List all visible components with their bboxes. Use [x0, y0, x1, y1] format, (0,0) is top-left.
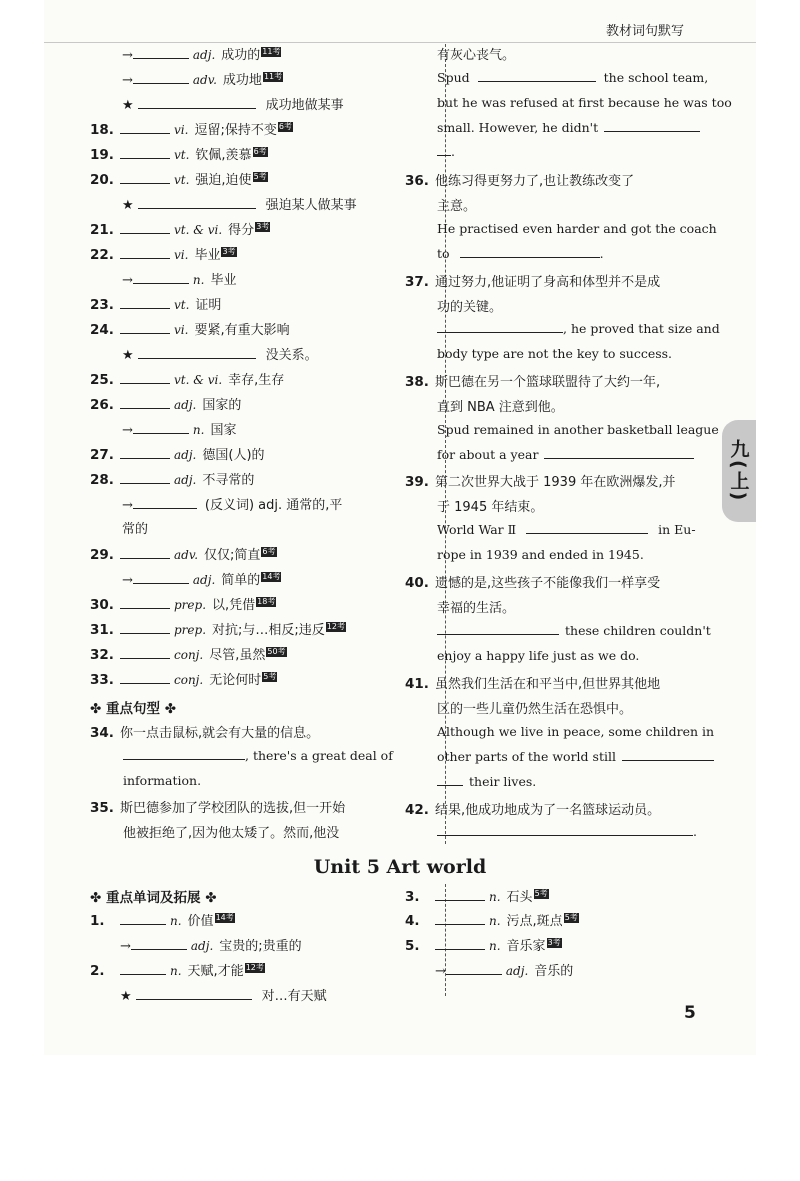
- answer-blank[interactable]: [133, 422, 189, 434]
- vocab-row: → n. 国家: [122, 423, 237, 438]
- answer-blank[interactable]: [604, 120, 700, 132]
- sentence-answer: these children couldn't: [437, 623, 711, 639]
- exam-count-badge: 5考: [534, 888, 548, 898]
- sentence-answer: World War Ⅱ in Eu-: [437, 522, 696, 537]
- answer-blank[interactable]: [120, 397, 170, 409]
- workbook-page: [44, 0, 756, 1055]
- section-heading-vocab: ✤ 重点单词及拓展 ✤: [90, 890, 217, 906]
- vocab-row: 4. n. 污点,斑点 5考: [405, 912, 578, 929]
- answer-blank[interactable]: [138, 97, 256, 109]
- vocab-row: 26. adj. 国家的: [90, 397, 242, 413]
- exam-count-badge: 14考: [215, 912, 234, 922]
- vocab-row: 19. vt. 钦佩,羡慕 6考: [90, 146, 267, 163]
- answer-blank[interactable]: [133, 272, 189, 284]
- vocab-row: → n. 毕业: [122, 273, 237, 288]
- answer-blank[interactable]: [446, 963, 502, 975]
- answer-blank[interactable]: [138, 347, 256, 359]
- answer-blank[interactable]: [120, 222, 170, 234]
- sentence-item: 34. 你一点击鼠标,就会有大量的信息。: [90, 725, 320, 741]
- wrapped-text: 他被拒绝了,因为他太矮了。然而,他没: [123, 826, 340, 841]
- sentence-answer: Spud remained in another basketball league: [437, 422, 719, 437]
- answer-blank[interactable]: [435, 938, 485, 950]
- answer-blank[interactable]: [120, 963, 166, 975]
- phrase-row: ★ 成功地做某事: [122, 98, 344, 113]
- vocab-row: 20. vt. 强迫,迫使 5考: [90, 171, 267, 188]
- vocab-row: 22. vi. 毕业 3考: [90, 246, 236, 263]
- exam-count-badge: 6考: [253, 146, 267, 156]
- sentence-answer: rope in 1939 and ended in 1945.: [437, 547, 644, 562]
- sentence-item: 36. 他练习得更努力了,也让教练改变了: [405, 173, 635, 189]
- vocab-row: 25. vt. & vi. 幸存,生存: [90, 372, 285, 388]
- exam-count-badge: 6考: [262, 546, 276, 556]
- vocab-row: → (反义词) adj. 通常的,平: [122, 498, 343, 513]
- sentence-answer: body type are not the key to success.: [437, 346, 673, 361]
- sentence-answer: small. However, he didn't: [437, 120, 700, 136]
- vocab-row: → adj. 简单的 14考: [122, 571, 281, 588]
- section-heading-sentences: ✤ 重点句型 ✤: [90, 701, 177, 717]
- answer-blank[interactable]: [120, 472, 170, 484]
- answer-blank[interactable]: [120, 122, 170, 134]
- vocab-row: 18. vi. 逗留;保持不变 6考: [90, 121, 292, 138]
- answer-blank[interactable]: [120, 647, 170, 659]
- answer-blank[interactable]: [133, 572, 189, 584]
- exam-count-badge: 12考: [245, 962, 264, 972]
- vocab-row: 32. conj. 尽管,虽然 50考: [90, 646, 286, 663]
- vocab-row: → adv. 成功地 11考: [122, 71, 283, 88]
- sentence-answer: .: [437, 824, 697, 840]
- answer-blank[interactable]: [120, 147, 170, 159]
- sentence-answer: , he proved that size and: [437, 321, 720, 337]
- exam-count-badge: 12考: [326, 621, 345, 631]
- answer-blank[interactable]: [435, 913, 485, 925]
- answer-blank[interactable]: [131, 938, 187, 950]
- sentence-answer: to .: [437, 246, 604, 261]
- exam-count-badge: 18考: [257, 596, 276, 606]
- answer-blank[interactable]: [120, 447, 170, 459]
- exam-count-badge: 14考: [262, 571, 281, 581]
- answer-blank[interactable]: [123, 748, 245, 760]
- wrapped-text: 于 1945 年结束。: [437, 500, 544, 515]
- vocab-row: 23. vt. 证明: [90, 297, 222, 313]
- page-header: 教材词句默写: [605, 24, 684, 39]
- answer-blank[interactable]: [526, 522, 648, 534]
- unit-title: Unit 5 Art world: [313, 856, 487, 878]
- answer-blank[interactable]: [120, 913, 166, 925]
- sentence-answer: , there's a great deal of: [123, 748, 393, 764]
- exam-count-badge: 11考: [263, 71, 283, 81]
- wrapped-text: 区的一些儿童仍然生活在恐惧中。: [437, 702, 633, 717]
- answer-blank[interactable]: [437, 623, 559, 635]
- sentence-item: 39. 第二次世界大战于 1939 年在欧洲爆发,并: [405, 474, 676, 490]
- answer-blank[interactable]: [133, 72, 189, 84]
- answer-blank[interactable]: [120, 172, 170, 184]
- sentence-answer: but he was refused at first because he was too: [437, 95, 732, 110]
- phrase-row: ★ 强迫某人做某事: [122, 198, 357, 213]
- exam-count-badge: 3考: [256, 221, 270, 231]
- answer-blank[interactable]: [544, 447, 694, 459]
- vocab-row: → adj. 成功的 11考: [122, 46, 281, 63]
- exam-count-badge: 6考: [278, 121, 292, 131]
- sentence-answer: He practised even harder and got the coach: [437, 221, 717, 236]
- exam-count-badge: 3考: [547, 937, 561, 947]
- sentence-answer: .: [437, 144, 455, 160]
- wrapped-text: 幸福的生活。: [437, 601, 516, 616]
- vocab-row: 28. adj. 不寻常的: [90, 472, 255, 488]
- page-number: 5: [684, 1003, 696, 1023]
- exam-count-badge: 11考: [262, 46, 281, 56]
- sentence-item: 40. 遗憾的是,这些孩子不能像我们一样享受: [405, 575, 661, 591]
- vocab-row: → adj. 宝贵的;贵重的: [120, 939, 302, 954]
- answer-blank[interactable]: [437, 774, 463, 786]
- sentence-item: 42. 结果,他成功地成为了一名篮球运动员。: [405, 802, 661, 818]
- answer-blank[interactable]: [435, 889, 485, 901]
- wrapped-text: 常的: [122, 522, 149, 537]
- answer-blank[interactable]: [120, 247, 170, 259]
- answer-blank[interactable]: [120, 297, 170, 309]
- header-rule: [44, 42, 756, 43]
- sentence-item: 41. 虽然我们生活在和平当中,但世界其他地: [405, 676, 661, 692]
- answer-blank[interactable]: [120, 597, 170, 609]
- exam-count-badge: 5考: [263, 671, 277, 681]
- answer-blank[interactable]: [138, 197, 256, 209]
- answer-blank[interactable]: [437, 144, 451, 156]
- wrapped-text: 直到 NBA 注意到他。: [437, 400, 564, 415]
- sentence-answer: Although we live in peace, some children in: [437, 724, 715, 739]
- answer-blank[interactable]: [460, 246, 600, 258]
- answer-blank[interactable]: [120, 322, 170, 334]
- answer-blank[interactable]: [437, 824, 693, 836]
- sentence-item: 38. 斯巴德在另一个篮球联盟待了大约一年,: [405, 374, 661, 390]
- answer-blank[interactable]: [120, 372, 170, 384]
- answer-blank[interactable]: [120, 622, 170, 634]
- vocab-row: 3. n. 石头 5考: [405, 888, 548, 905]
- phrase-row: ★ 没关系。: [122, 348, 318, 363]
- vocab-row: 2. n. 天赋,才能 12考: [90, 962, 264, 979]
- answer-blank[interactable]: [133, 47, 189, 59]
- vocab-row: → adj. 音乐的: [435, 964, 574, 979]
- vocab-row: 24. vi. 要紧,有重大影响: [90, 322, 290, 338]
- vocab-row: 21. vt. & vi. 得分 3考: [90, 221, 270, 238]
- answer-blank[interactable]: [120, 547, 170, 559]
- vocab-row: 1. n. 价值 14考: [90, 912, 234, 929]
- sentence-answer: enjoy a happy life just as we do.: [437, 648, 640, 663]
- answer-blank[interactable]: [136, 988, 252, 1000]
- answer-blank[interactable]: [622, 749, 714, 761]
- exam-count-badge: 5考: [564, 912, 578, 922]
- wrapped-text: 有灰心丧气。: [437, 48, 516, 63]
- wrapped-text: 主意。: [437, 199, 477, 214]
- sentence-item: 37. 通过努力,他证明了身高和体型并不是成: [405, 274, 661, 290]
- sentence-answer: their lives.: [437, 774, 536, 790]
- answer-blank[interactable]: [437, 321, 563, 333]
- exam-count-badge: 50考: [267, 646, 286, 656]
- vocab-row: 5. n. 音乐家 3考: [405, 937, 561, 954]
- answer-blank[interactable]: [133, 497, 197, 509]
- vocab-row: 29. adv. 仅仅;简直 6考: [90, 546, 276, 563]
- phrase-row: ★ 对…有天赋: [120, 989, 327, 1004]
- vocab-row: 30. prep. 以,凭借 18考: [90, 596, 276, 613]
- answer-blank[interactable]: [120, 672, 170, 684]
- sentence-item: 35. 斯巴德参加了学校团队的选拔,但一开始: [90, 800, 346, 816]
- exam-count-badge: 5考: [253, 171, 267, 181]
- sentence-answer: information.: [123, 773, 202, 788]
- sentence-answer: Spud the school team,: [437, 70, 709, 85]
- exam-count-badge: 3考: [222, 246, 236, 256]
- vocab-row: 31. prep. 对抗;与…相反;违反 12考: [90, 621, 345, 638]
- answer-blank[interactable]: [478, 70, 596, 82]
- vocab-row: 27. adj. 德国(人)的: [90, 447, 265, 463]
- sentence-answer: for about a year: [437, 447, 694, 463]
- wrapped-text: 功的关键。: [437, 300, 503, 315]
- sentence-answer: other parts of the world still: [437, 749, 714, 765]
- vocab-row: 33. conj. 无论何时 5考: [90, 671, 277, 688]
- grade-tab: 九(上): [722, 420, 756, 522]
